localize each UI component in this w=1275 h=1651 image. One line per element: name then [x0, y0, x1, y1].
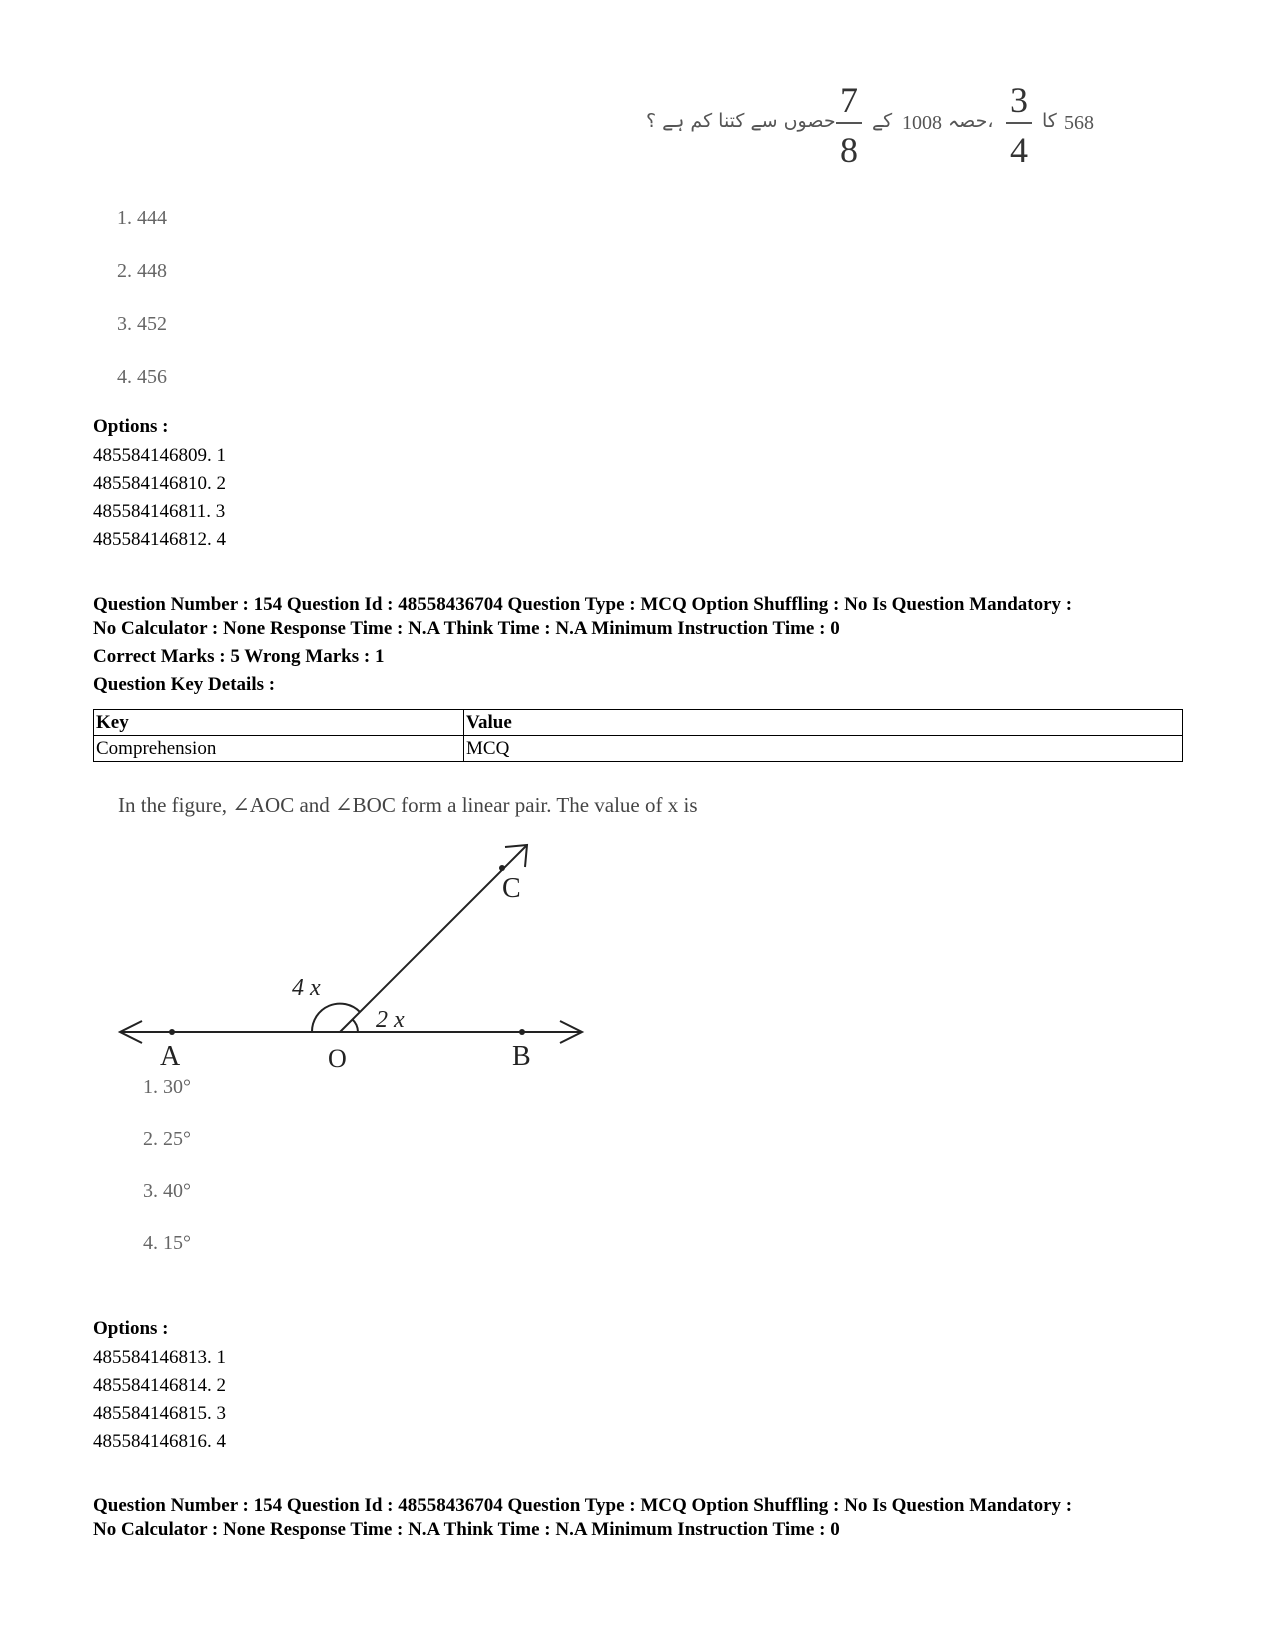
choice-3: 3. 40° — [143, 1180, 191, 1202]
number-568: 568 — [1064, 112, 1094, 134]
option-id-1: 485584146813. 1 — [93, 1347, 226, 1368]
fraction-7-8 — [832, 82, 866, 168]
option-id-3: 485584146811. 3 — [93, 501, 226, 522]
label-C: C — [502, 873, 521, 904]
label-O: O — [328, 1044, 347, 1070]
table-header-value: Value — [464, 710, 1183, 736]
label-angle-4x: 4 x — [292, 975, 321, 1001]
fraction-denominator: 8 — [840, 130, 858, 170]
fraction-numerator: 7 — [840, 80, 858, 120]
option-id-2: 485584146810. 2 — [93, 473, 226, 494]
fraction-denominator: 4 — [1010, 130, 1028, 170]
option-id-4: 485584146812. 4 — [93, 529, 226, 550]
point-C — [499, 865, 505, 871]
urdu-word-ke: کے — [872, 110, 893, 132]
choice-4: 4. 15° — [143, 1232, 191, 1254]
urdu-question-tail: حصوں سے کتنا کم ہے ؟ — [646, 110, 836, 132]
question-meta-line1: Question Number : 154 Question Id : 48558436704 Question Type : MCQ Option Shuffling : No Is Question Mandatory : — [93, 594, 1073, 615]
question-meta-line2: No Calculator : None Response Time : N.A Think Time : N.A Minimum Instruction Time : 0 — [93, 1519, 840, 1540]
table-cell-key: Comprehension — [94, 736, 464, 762]
options-label: Options : — [93, 416, 169, 437]
urdu-word-ka: کا — [1042, 110, 1057, 132]
option-id-1: 485584146809. 1 — [93, 445, 226, 466]
label-angle-2x: 2 x — [376, 1007, 405, 1033]
fraction-3-4 — [1002, 82, 1036, 168]
number-1008: 1008 — [902, 112, 942, 134]
ray-OC — [340, 845, 527, 1032]
option-id-3: 485584146815. 3 — [93, 1403, 226, 1424]
choice-2: 2. 448 — [117, 260, 167, 282]
linear-pair-figure — [112, 835, 592, 1070]
choice-1: 1. 30° — [143, 1076, 191, 1098]
table-cell-value: MCQ — [464, 736, 1183, 762]
fraction-numerator: 3 — [1010, 80, 1028, 120]
table-header-row — [94, 710, 1183, 736]
table-row — [94, 736, 1183, 762]
question-meta-line2: No Calculator : None Response Time : N.A Think Time : N.A Minimum Instruction Time : 0 — [93, 618, 840, 639]
point-B — [519, 1029, 525, 1035]
urdu-word-hissa: حصہ، — [948, 110, 994, 132]
choice-2: 2. 25° — [143, 1128, 191, 1150]
option-id-4: 485584146816. 4 — [93, 1431, 226, 1452]
options-label: Options : — [93, 1318, 169, 1339]
point-A — [169, 1029, 175, 1035]
urdu-question-line — [640, 82, 1150, 182]
key-details-label: Question Key Details : — [93, 674, 276, 695]
choice-4: 4. 456 — [117, 366, 167, 388]
table-header-key: Key — [94, 710, 464, 736]
label-A: A — [160, 1041, 181, 1070]
option-id-2: 485584146814. 2 — [93, 1375, 226, 1396]
key-details-table — [93, 709, 1183, 762]
angle-arc-BOC — [352, 1019, 358, 1032]
question-statement: In the figure, ∠AOC and ∠BOC form a linear pair. The value of x is — [118, 793, 698, 817]
choice-3: 3. 452 — [117, 313, 167, 335]
question-meta-line1: Question Number : 154 Question Id : 48558436704 Question Type : MCQ Option Shuffling : No Is Question Mandatory : — [93, 1495, 1073, 1516]
marks-line: Correct Marks : 5 Wrong Marks : 1 — [93, 646, 385, 667]
choice-1: 1. 444 — [117, 207, 167, 229]
label-B: B — [512, 1041, 531, 1070]
